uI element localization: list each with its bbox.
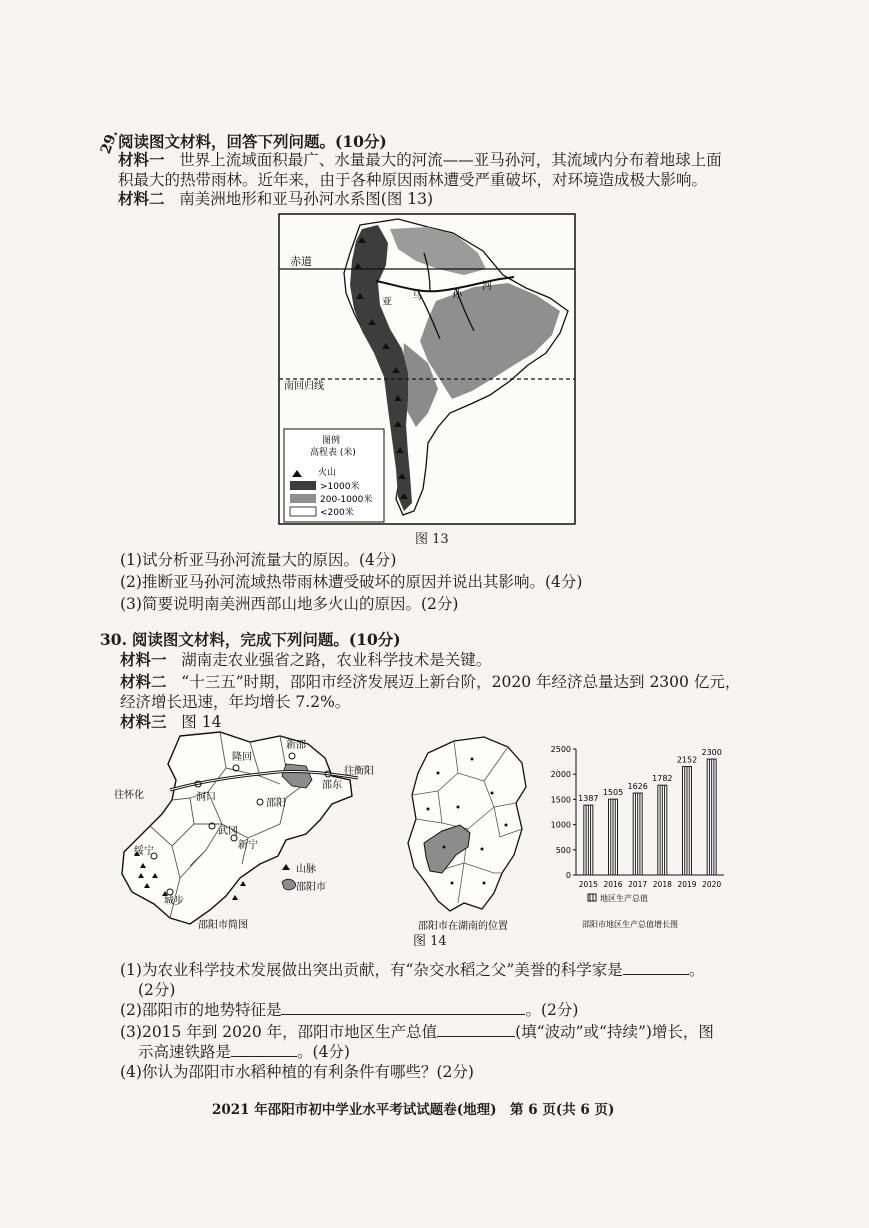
material-text: 南美洲地形和亚马孙河水系图(图 13) <box>179 190 434 208</box>
town-label: 邵阳 <box>266 798 286 809</box>
y-tick-label: 1000 <box>550 820 571 830</box>
data-label: 1626 <box>627 782 648 792</box>
material-label: 材料一 <box>118 150 165 169</box>
river-char: 孙 <box>452 289 462 300</box>
y-tick-label: 1500 <box>550 795 571 805</box>
rail-label-left: 往怀化 <box>114 790 144 801</box>
answer-blank[interactable] <box>281 1000 525 1015</box>
q30-question-3-cont <box>138 1042 350 1062</box>
answer-blank[interactable] <box>231 1042 297 1057</box>
material-text: 图 14 <box>181 713 222 731</box>
town-label: 新宁 <box>238 840 258 851</box>
x-tick-label: 2016 <box>603 880 623 889</box>
svg-text:火山: 火山 <box>318 468 337 478</box>
town-label: 武冈 <box>218 826 238 837</box>
x-tick-label: 2015 <box>578 880 598 889</box>
data-label: 2152 <box>676 755 698 765</box>
q29-material1 <box>118 150 722 170</box>
map-legend <box>284 429 384 522</box>
question-text: 。(4分) <box>297 1043 350 1061</box>
q30-title: 阅读图文材料，完成下列问题。(10分) <box>131 630 401 649</box>
q29-material1-cont: 积最大的热带雨林。近年来，由于各种原因雨林遭受严重破坏，对环境造成极大影响。 <box>118 171 708 189</box>
river-char: 亚 <box>382 297 392 308</box>
city-map-caption: 邵阳市简图 <box>198 920 248 931</box>
y-tick-label: 0 <box>565 871 571 880</box>
x-tick-label: 2017 <box>628 880 648 889</box>
town-label: 新邵 <box>286 740 306 751</box>
hunan-locator-map <box>398 733 538 938</box>
q30-material2-cont: 经济增长迅速，年均增长 7.2%。 <box>120 693 351 711</box>
q29-material2 <box>118 189 433 209</box>
town-label: 洞口 <box>196 792 216 803</box>
figure14-caption: 图 14 <box>413 934 447 949</box>
material-text: “十三五”时期，邵阳市经济发展迈上新台阶，2020 年经济总量达到 2300 亿元， <box>181 673 741 691</box>
locator-caption: 邵阳市在湖南的位置 <box>418 921 508 932</box>
y-tick-label: 2000 <box>550 770 571 780</box>
q29-title: 阅读图文材料，回答下列问题。(10分) <box>118 132 387 151</box>
rail-label-right: 往衡阳 <box>344 766 374 777</box>
svg-text:邵阳市: 邵阳市 <box>296 882 326 893</box>
q30-header <box>100 630 401 650</box>
town-label: 绥宁 <box>134 846 154 857</box>
q30-question-3 <box>120 1022 714 1042</box>
question-text: 示高速铁路是 <box>138 1043 232 1061</box>
y-tick-label: 500 <box>555 845 571 855</box>
south-america-map <box>278 213 576 525</box>
svg-text:高程表 (米): 高程表 (米) <box>310 448 356 458</box>
question-text: (2)邵阳市的地势特征是 <box>120 1001 282 1019</box>
data-label: 1387 <box>578 794 599 804</box>
data-label: 1505 <box>602 788 624 798</box>
answer-blank[interactable] <box>623 960 689 975</box>
material-text: 湖南走农业强省之路，农业科学技术是关键。 <box>181 651 492 669</box>
hunan-outline <box>408 737 526 911</box>
q30-question-4: (4)你认为邵阳市水稻种植的有利条件有哪些？(2分) <box>120 1063 474 1081</box>
data-label: 2300 <box>701 748 722 758</box>
q30-material2 <box>120 672 740 692</box>
equator-label: 赤道 <box>290 255 312 268</box>
svg-text:200-1000米: 200-1000米 <box>320 495 373 505</box>
material-label: 材料三 <box>120 712 167 731</box>
q30-material1 <box>120 650 491 670</box>
q29-question-2: (2)推断亚马孙河流域热带雨林遭受破坏的原因并说出其影响。(4分) <box>120 573 583 591</box>
legend-label: 地区生产总值 <box>600 894 648 903</box>
question-text: (3)2015 年到 2020 年，邵阳市地区生产总值 <box>120 1023 438 1041</box>
y-tick-label: 2500 <box>550 745 571 754</box>
question-text: (填“波动”或“持续”)增长，图 <box>515 1023 714 1041</box>
q30-question-2 <box>120 1000 578 1020</box>
town-label: 城步 <box>164 896 184 907</box>
q30-question-1-score: (2分) <box>138 981 176 999</box>
x-tick-label: 2018 <box>652 880 672 889</box>
question-text: 。(2分) <box>525 1001 579 1019</box>
figure13-caption: 图 13 <box>415 532 449 547</box>
question-text: (1)为农业科学技术发展做出突出贡献，有“杂交水稻之父”美誉的科学家是 <box>120 961 623 979</box>
town-label: 邵东 <box>322 780 342 791</box>
question-text: 。 <box>688 961 705 979</box>
svg-text:<200米: <200米 <box>320 508 354 518</box>
data-label: 1782 <box>652 774 673 784</box>
material-label: 材料一 <box>120 650 167 669</box>
q29-question-3: (3)简要说明南美洲西部山地多火山的原因。(2分) <box>120 595 459 613</box>
town-label: 隆回 <box>232 752 252 763</box>
svg-text:山脉: 山脉 <box>296 864 316 875</box>
river-char: 河 <box>482 281 492 292</box>
q30-question-1 <box>120 960 704 980</box>
material-text: 世界上流域面积最广、水量最大的河流——亚马孙河，其流域内分布着地球上面 <box>179 151 722 169</box>
q29-question-1: (1)试分析亚马孙河流量大的原因。(4分) <box>120 551 397 569</box>
svg-text:图例: 图例 <box>322 436 341 446</box>
material-label: 材料二 <box>118 189 165 208</box>
tropic-label: 南回归线 <box>284 381 324 392</box>
gdp-bar-chart <box>540 737 730 937</box>
x-tick-label: 2020 <box>702 880 722 889</box>
chart-title: 邵阳市地区生产总值增长图 <box>582 920 678 929</box>
q29-number: 29. <box>97 127 122 157</box>
river-char: 马 <box>412 291 422 302</box>
x-tick-label: 2019 <box>677 880 697 889</box>
svg-text:>1000米: >1000米 <box>320 482 360 492</box>
page-footer: 2021 年邵阳市初中学业水平考试试题卷(地理) 第 6 页(共 6 页) <box>212 1102 615 1118</box>
legend-swatch <box>588 894 596 901</box>
shaoyang-city-map <box>110 728 390 938</box>
material-label: 材料二 <box>120 672 167 691</box>
q30-number: 30. <box>100 630 127 649</box>
answer-blank[interactable] <box>437 1022 515 1037</box>
